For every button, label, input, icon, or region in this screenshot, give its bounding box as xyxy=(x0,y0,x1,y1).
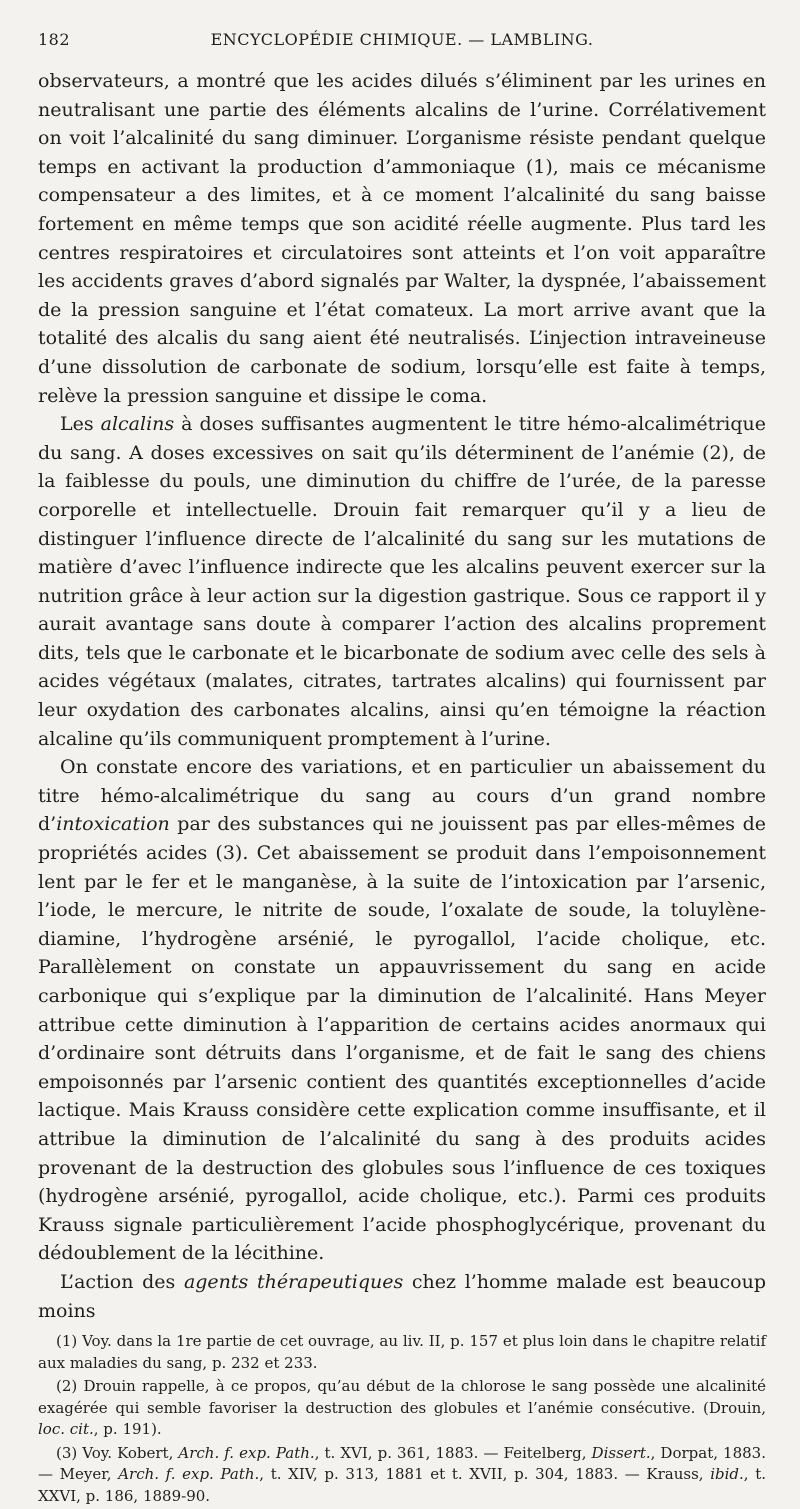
paragraph-4-emphasis: agents thérapeutiques xyxy=(183,1270,404,1293)
paragraph-3-emphasis: intoxication xyxy=(56,813,170,836)
paragraph-2-text-b: à doses suffisantes augmentent le titre hémo-alcalimétrique du sang. A doses excessives on sait qu’ils déterminent de l’anémie (2), de la faiblesse du pouls, une diminution du chiffre de l’urée, de la paresse corporelle et intellectuelle. Drouin fait remarquer qu’il y a lieu de distinguer l’influence directe de l’alcalinité du sang sur les mutations de matière d’avec l’influence indirecte que les alcalins peuvent exercer sur la nutrition grâce à leur action sur la digestion gastrique. Sous ce rapport il y aurait avantage sans doute à comparer l’action des alcalins proprement dits, tels que le carbonate et le bicarbonate de sodium avec celle des sels à acides végétaux (malates, citrates, tartrates alcalins) qui fournissent par leur oxydation des carbonates alcalins, ainsi qu’en témoigne la réaction alcaline qu’ils communiquent promptement à l’urine. xyxy=(38,413,767,750)
page-number: 182 xyxy=(38,30,71,49)
footnote-2-text-b: , p. 191). xyxy=(93,1420,162,1439)
document-page xyxy=(38,30,766,1509)
footnote-3-text-c: , Dorpat, 1883. — Meyer, xyxy=(38,1443,766,1484)
paragraph-4-text-b: chez l’homme malade est beaucoup moins xyxy=(38,1270,766,1322)
paragraph-3-text-a: On constate encore des variations, et en particulier un abaissement du titre hémo-alcalimétrique du sang au cours d’un grand nombre d’ xyxy=(38,756,766,836)
footnotes xyxy=(38,1331,766,1507)
footnote-3-emphasis-1: Arch. f. exp. Path. xyxy=(178,1443,315,1462)
footnote-2 xyxy=(38,1376,766,1441)
footnote-2-text-a: (2) Drouin rappelle, à ce propos, qu’au début de la chlorose le sang possède une alcalinité exagérée qui semble favoriser la destruction des globules et l’anémie consécutive. (Drouin, xyxy=(38,1377,766,1417)
footnote-3-emphasis-4: ibid. xyxy=(710,1465,744,1484)
footnote-3-text-d: , t. XIV, p. 313, 1881 et t. XVII, p. 304, 1883. — Krauss, xyxy=(259,1465,711,1484)
footnote-3-text-b: , t. XVI, p. 361, 1883. — Feitelberg, xyxy=(314,1443,592,1462)
footnote-3-text-a: (3) Voy. Kobert, xyxy=(56,1443,179,1462)
running-title: ENCYCLOPÉDIE CHIMIQUE. — LAMBLING. xyxy=(210,30,594,49)
paragraph-1: observateurs, a montré que les acides dilués s’éliminent par les urines en neutralisant une partie des éléments alcalins de l’urine. Corrélativement on voit l’alcalinité du sang diminuer. L’organisme résiste pendant quelque temps en activant la production d’ammoniaque (1), mais ce mécanisme compensateur a des limites, et à ce moment l’alcalinité du sang baisse fortement en même temps que son acidité réelle augmente. Plus tard les centres respiratoires et circulatoires sont atteints et l’on voit apparaître les accidents graves d’abord signalés par Walter, la dyspnée, l’abaissement de la pression sanguine et l’état comateux. La mort arrive avant que la totalité des alcalis du sang aient été neutralisés. L’injection intraveineuse d’une dissolution de carbonate de sodium, lorsqu’elle est faite à temps, relève la pression sanguine et dissipe le coma. xyxy=(38,70,766,407)
paragraph-2-emphasis: alcalins xyxy=(100,413,175,436)
footnote-3-emphasis-3: Arch. f. exp. Path. xyxy=(118,1465,260,1484)
body-text xyxy=(38,67,766,1325)
paragraph-2-text-a: Les xyxy=(60,413,101,436)
footnote-1: (1) Voy. dans la 1re partie de cet ouvrage, au liv. II, p. 157 et plus loin dans le chapitre relatif aux maladies du sang, p. 232 et 233. xyxy=(38,1332,766,1372)
footnote-3-emphasis-2: Dissert. xyxy=(591,1443,651,1462)
footnote-3-text-e: , t. XXVI, p. 186, 1889-90. xyxy=(38,1465,766,1505)
paragraph-3-text-b: par des substances qui ne jouissent pas par elles-mêmes de propriétés acides (3). Cet abaissement se produit dans l’empoisonnement lent par le fer et le manganèse, à la suite de l’intoxication par l’arsenic, l’iode, le mercure, le nitrite de soude, l’oxalate de soude, la toluylène-diamine, l’hydrogène arsénié, le pyrogallol, l’acide cholique, etc. Parallèlement on constate un appauvrissement du sang en acide carbonique qui s’explique par la diminution de l’alcalinité. Hans Meyer attribue cette diminution à l’apparition de certains acides anormaux qui d’ordinaire sont détruits dans l’organisme, et de fait le sang des chiens empoisonnés par l’arsenic contient des quantités exceptionnelles d’acide lactique. Mais Krauss considère cette explication comme insuffisante, et il attribue la diminution de l’alcalinité du sang à des produits acides provenant de la destruction des globules sous l’influence de ces toxiques (hydrogène arsénié, pyrogallol, acide cholique, etc.). Parmi ces produits Krauss signale particulièrement l’acide phosphoglycérique, provenant du dédoublement de la lécithine. xyxy=(38,813,766,1265)
paragraph-4-text-a: L’action des xyxy=(60,1270,184,1293)
paragraph-2 xyxy=(38,410,766,753)
paragraph-3 xyxy=(38,753,766,1268)
running-header xyxy=(38,30,766,49)
paragraph-4 xyxy=(38,1268,766,1325)
footnote-2-emphasis: loc. cit. xyxy=(38,1420,94,1439)
footnote-3 xyxy=(38,1443,766,1508)
